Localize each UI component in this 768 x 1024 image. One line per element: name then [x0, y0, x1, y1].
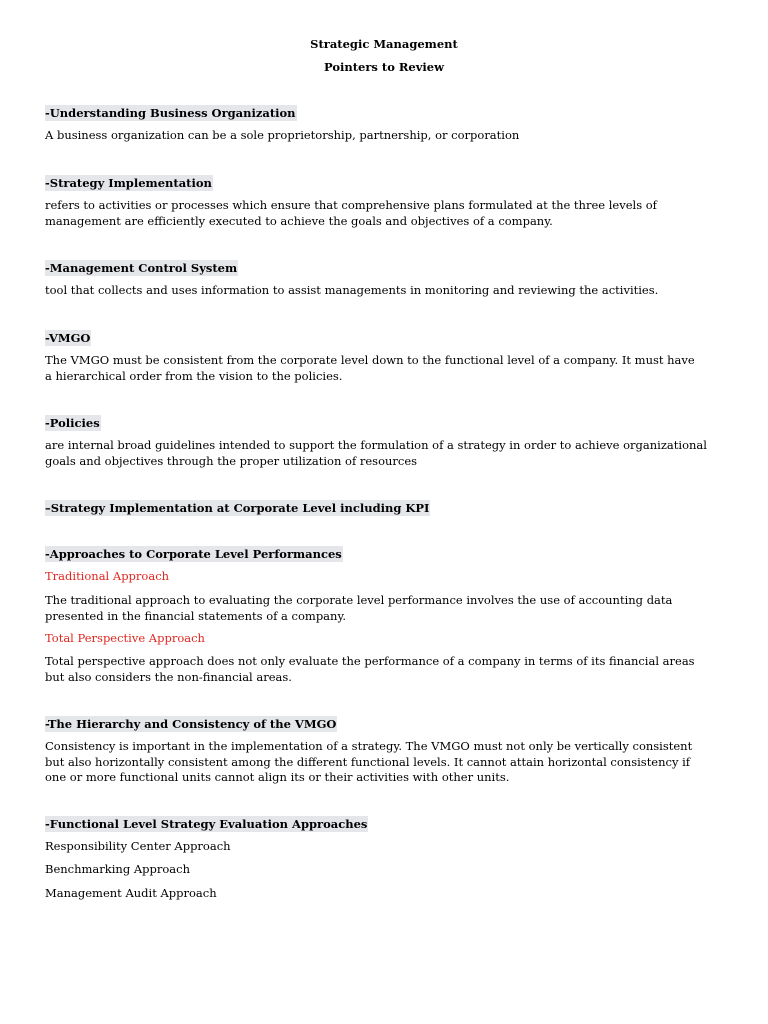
section-body-strategy-implementation: refers to activities or processes which ensure that comprehensive plans formulated at the three levels of management are efficiently executed to achieve the goals and objectives of a company. [45, 198, 657, 228]
section-heading-management-control-system: -Management Control System [45, 261, 238, 275]
approach-body-total-perspective: Total perspective approach does not only evaluate the performance of a company in terms of its financial areas but also considers the non-financial areas. [45, 654, 695, 684]
approach-body-traditional: The traditional approach to evaluating the corporate level performance involves the use of accounting data presented in the financial statements of a company. [45, 593, 673, 623]
document-title: Strategic Management [310, 37, 458, 51]
section-heading-business-organization: -Understanding Business Organization [45, 106, 296, 120]
approach-title-total-perspective: Total Perspective Approach [45, 631, 205, 645]
section-heading-policies: -Policies [45, 416, 100, 430]
section-body-business-organization: A business organization can be a sole proprietorship, partnership, or corporation [45, 128, 520, 142]
section-heading-strategy-implementation: -Strategy Implementation [45, 176, 212, 190]
section-heading-functional-level-approaches: -Functional Level Strategy Evaluation Approaches [45, 817, 368, 831]
section-heading-vmgo-hierarchy: -The Hierarchy and Consistency of the VMGO [45, 717, 337, 731]
section-heading-corporate-level-performances: -Approaches to Corporate Level Performances [45, 547, 342, 561]
section-body-vmgo-hierarchy: Consistency is important in the implementation of a strategy. The VMGO must not only be vertically consistent but also horizontally consistent among the different functional levels. It cannot attain horizontal consistency if one or more functional units cannot align its or their activities with other units. [45, 739, 693, 784]
section-body-policies: are internal broad guidelines intended to support the formulation of a strategy in order to achieve organizational goals and objectives through the proper utilization of resources [45, 438, 707, 468]
section-heading-vmgo: -VMGO [45, 331, 91, 345]
approach-title-traditional: Traditional Approach [45, 569, 170, 583]
list-item-responsibility-center: Responsibility Center Approach [45, 839, 231, 853]
section-heading-corporate-level-kpi: –Strategy Implementation at Corporate Level including KPI [45, 501, 430, 515]
section-body-vmgo: The VMGO must be consistent from the corporate level down to the functional level of a company. It must have a hierarchical order from the vision to the policies. [45, 353, 695, 383]
list-item-management-audit: Management Audit Approach [45, 886, 217, 900]
document-subtitle: Pointers to Review [323, 60, 445, 74]
list-item-benchmarking: Benchmarking Approach [45, 862, 190, 876]
section-body-management-control-system: tool that collects and uses information to assist managements in monitoring and reviewing the activities. [45, 283, 659, 297]
